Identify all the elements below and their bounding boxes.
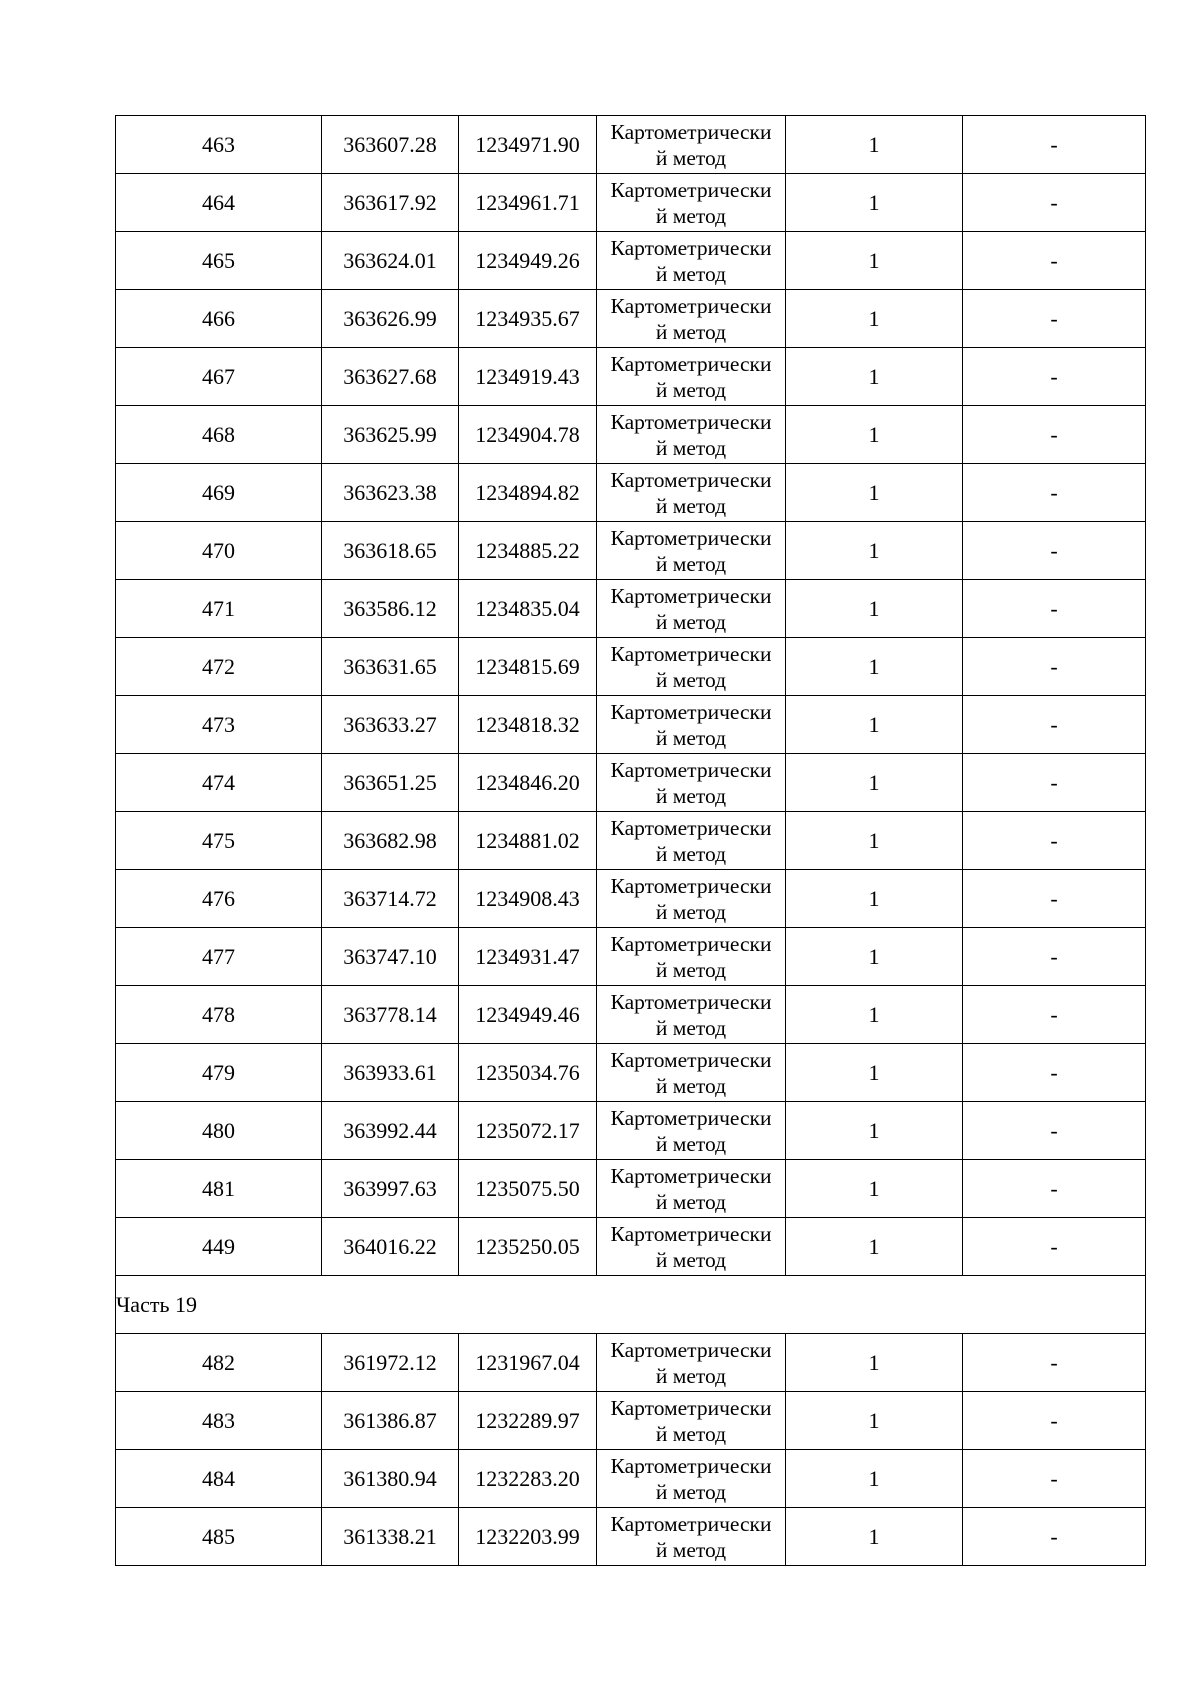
note-cell: - xyxy=(963,1102,1146,1160)
method-cell xyxy=(597,928,786,986)
method-line-1: Картометрически xyxy=(610,525,772,550)
point-number-cell: 475 xyxy=(116,812,322,870)
method-line-1: Картометрически xyxy=(610,1105,772,1130)
y-coordinate-cell: 1232203.99 xyxy=(459,1508,597,1566)
point-number-cell: 466 xyxy=(116,290,322,348)
section-heading: Часть 19 xyxy=(116,1276,1146,1334)
method-cell xyxy=(597,348,786,406)
x-coordinate-cell: 363778.14 xyxy=(322,986,459,1044)
point-number-cell: 468 xyxy=(116,406,322,464)
x-coordinate-cell: 363682.98 xyxy=(322,812,459,870)
x-coordinate-cell: 363633.27 xyxy=(322,696,459,754)
accuracy-cell: 1 xyxy=(786,406,963,464)
point-number-cell: 471 xyxy=(116,580,322,638)
y-coordinate-cell: 1234908.43 xyxy=(459,870,597,928)
point-number-cell: 484 xyxy=(116,1450,322,1508)
method-cell xyxy=(597,406,786,464)
accuracy-cell: 1 xyxy=(786,1334,963,1392)
y-coordinate-cell: 1235075.50 xyxy=(459,1160,597,1218)
method-line-2: й метод xyxy=(655,1479,727,1504)
y-coordinate-cell: 1231967.04 xyxy=(459,1334,597,1392)
note-cell: - xyxy=(963,174,1146,232)
method-line-2: й метод xyxy=(655,1189,727,1214)
method-line-1: Картометрически xyxy=(610,177,772,202)
method-line-2: й метод xyxy=(655,1131,727,1156)
accuracy-cell: 1 xyxy=(786,174,963,232)
method-cell xyxy=(597,1392,786,1450)
table-row xyxy=(116,406,1146,464)
x-coordinate-cell: 361338.21 xyxy=(322,1508,459,1566)
method-line-2: й метод xyxy=(655,725,727,750)
method-line-2: й метод xyxy=(655,609,727,634)
accuracy-cell: 1 xyxy=(786,290,963,348)
method-cell xyxy=(597,1102,786,1160)
method-cell xyxy=(597,812,786,870)
method-line-1: Картометрически xyxy=(610,235,772,260)
table-row xyxy=(116,1102,1146,1160)
method-line-2: й метод xyxy=(655,1537,727,1562)
method-cell xyxy=(597,1334,786,1392)
accuracy-cell: 1 xyxy=(786,232,963,290)
point-number-cell: 464 xyxy=(116,174,322,232)
table-row xyxy=(116,1334,1146,1392)
method-line-1: Картометрически xyxy=(610,583,772,608)
method-line-1: Картометрически xyxy=(610,351,772,376)
table-row xyxy=(116,232,1146,290)
method-line-2: й метод xyxy=(655,1247,727,1272)
method-line-2: й метод xyxy=(655,319,727,344)
note-cell: - xyxy=(963,464,1146,522)
accuracy-cell: 1 xyxy=(786,754,963,812)
note-cell: - xyxy=(963,1218,1146,1276)
method-line-1: Картометрически xyxy=(610,409,772,434)
x-coordinate-cell: 363623.38 xyxy=(322,464,459,522)
note-cell: - xyxy=(963,348,1146,406)
method-line-1: Картометрически xyxy=(610,467,772,492)
method-line-1: Картометрически xyxy=(610,1395,772,1420)
accuracy-cell: 1 xyxy=(786,1044,963,1102)
method-line-2: й метод xyxy=(655,667,727,692)
y-coordinate-cell: 1234961.71 xyxy=(459,174,597,232)
y-coordinate-cell: 1234894.82 xyxy=(459,464,597,522)
table-row xyxy=(116,464,1146,522)
note-cell: - xyxy=(963,232,1146,290)
point-number-cell: 483 xyxy=(116,1392,322,1450)
point-number-cell: 465 xyxy=(116,232,322,290)
point-number-cell: 472 xyxy=(116,638,322,696)
table-row xyxy=(116,870,1146,928)
table-row xyxy=(116,174,1146,232)
y-coordinate-cell: 1234881.02 xyxy=(459,812,597,870)
note-cell: - xyxy=(963,1450,1146,1508)
x-coordinate-cell: 363997.63 xyxy=(322,1160,459,1218)
table-row xyxy=(116,638,1146,696)
method-line-2: й метод xyxy=(655,1363,727,1388)
method-cell xyxy=(597,522,786,580)
method-cell xyxy=(597,580,786,638)
accuracy-cell: 1 xyxy=(786,1218,963,1276)
note-cell: - xyxy=(963,116,1146,174)
method-line-1: Картометрически xyxy=(610,931,772,956)
accuracy-cell: 1 xyxy=(786,1450,963,1508)
method-line-1: Картометрически xyxy=(610,1221,772,1246)
x-coordinate-cell: 364016.22 xyxy=(322,1218,459,1276)
table-row xyxy=(116,1218,1146,1276)
method-line-1: Картометрически xyxy=(610,757,772,782)
accuracy-cell: 1 xyxy=(786,638,963,696)
accuracy-cell: 1 xyxy=(786,116,963,174)
point-number-cell: 473 xyxy=(116,696,322,754)
x-coordinate-cell: 363607.28 xyxy=(322,116,459,174)
method-cell xyxy=(597,1044,786,1102)
y-coordinate-cell: 1235250.05 xyxy=(459,1218,597,1276)
method-cell xyxy=(597,116,786,174)
x-coordinate-cell: 363714.72 xyxy=(322,870,459,928)
note-cell: - xyxy=(963,580,1146,638)
note-cell: - xyxy=(963,1508,1146,1566)
method-line-1: Картометрически xyxy=(610,1453,772,1478)
method-line-1: Картометрически xyxy=(610,119,772,144)
x-coordinate-cell: 363992.44 xyxy=(322,1102,459,1160)
method-line-1: Картометрически xyxy=(610,1047,772,1072)
accuracy-cell: 1 xyxy=(786,1160,963,1218)
y-coordinate-cell: 1234818.32 xyxy=(459,696,597,754)
accuracy-cell: 1 xyxy=(786,928,963,986)
method-line-2: й метод xyxy=(655,261,727,286)
method-line-1: Картометрически xyxy=(610,1163,772,1188)
method-line-2: й метод xyxy=(655,957,727,982)
x-coordinate-cell: 363617.92 xyxy=(322,174,459,232)
table-row xyxy=(116,580,1146,638)
point-number-cell: 474 xyxy=(116,754,322,812)
x-coordinate-cell: 363631.65 xyxy=(322,638,459,696)
note-cell: - xyxy=(963,696,1146,754)
x-coordinate-cell: 361972.12 xyxy=(322,1334,459,1392)
x-coordinate-cell: 361380.94 xyxy=(322,1450,459,1508)
method-line-1: Картометрически xyxy=(610,1511,772,1536)
note-cell: - xyxy=(963,754,1146,812)
accuracy-cell: 1 xyxy=(786,986,963,1044)
note-cell: - xyxy=(963,522,1146,580)
x-coordinate-cell: 363627.68 xyxy=(322,348,459,406)
point-number-cell: 478 xyxy=(116,986,322,1044)
method-cell xyxy=(597,696,786,754)
note-cell: - xyxy=(963,870,1146,928)
method-line-1: Картометрически xyxy=(610,641,772,666)
method-cell xyxy=(597,1450,786,1508)
point-number-cell: 485 xyxy=(116,1508,322,1566)
accuracy-cell: 1 xyxy=(786,1392,963,1450)
method-line-1: Картометрически xyxy=(610,1337,772,1362)
table-row xyxy=(116,1508,1146,1566)
method-cell xyxy=(597,638,786,696)
table-row xyxy=(116,1044,1146,1102)
point-number-cell: 469 xyxy=(116,464,322,522)
coordinates-table-body xyxy=(116,116,1146,1566)
point-number-cell: 463 xyxy=(116,116,322,174)
accuracy-cell: 1 xyxy=(786,812,963,870)
y-coordinate-cell: 1234935.67 xyxy=(459,290,597,348)
note-cell: - xyxy=(963,1334,1146,1392)
method-line-2: й метод xyxy=(655,841,727,866)
y-coordinate-cell: 1232289.97 xyxy=(459,1392,597,1450)
accuracy-cell: 1 xyxy=(786,696,963,754)
y-coordinate-cell: 1235072.17 xyxy=(459,1102,597,1160)
method-cell xyxy=(597,754,786,812)
note-cell: - xyxy=(963,290,1146,348)
table-row xyxy=(116,1160,1146,1218)
point-number-cell: 476 xyxy=(116,870,322,928)
note-cell: - xyxy=(963,638,1146,696)
note-cell: - xyxy=(963,1044,1146,1102)
method-line-2: й метод xyxy=(655,783,727,808)
note-cell: - xyxy=(963,986,1146,1044)
method-line-1: Картометрически xyxy=(610,699,772,724)
y-coordinate-cell: 1234885.22 xyxy=(459,522,597,580)
note-cell: - xyxy=(963,1392,1146,1450)
accuracy-cell: 1 xyxy=(786,580,963,638)
method-cell xyxy=(597,1508,786,1566)
y-coordinate-cell: 1234904.78 xyxy=(459,406,597,464)
y-coordinate-cell: 1234949.46 xyxy=(459,986,597,1044)
method-line-2: й метод xyxy=(655,551,727,576)
method-line-1: Картометрически xyxy=(610,815,772,840)
method-cell xyxy=(597,1218,786,1276)
table-row xyxy=(116,1392,1146,1450)
point-number-cell: 480 xyxy=(116,1102,322,1160)
y-coordinate-cell: 1232283.20 xyxy=(459,1450,597,1508)
x-coordinate-cell: 363586.12 xyxy=(322,580,459,638)
method-line-1: Картометрически xyxy=(610,873,772,898)
x-coordinate-cell: 363625.99 xyxy=(322,406,459,464)
method-line-1: Картометрически xyxy=(610,989,772,1014)
method-line-1: Картометрически xyxy=(610,293,772,318)
accuracy-cell: 1 xyxy=(786,870,963,928)
method-line-2: й метод xyxy=(655,493,727,518)
x-coordinate-cell: 363933.61 xyxy=(322,1044,459,1102)
method-line-2: й метод xyxy=(655,435,727,460)
point-number-cell: 470 xyxy=(116,522,322,580)
method-cell xyxy=(597,1160,786,1218)
point-number-cell: 477 xyxy=(116,928,322,986)
accuracy-cell: 1 xyxy=(786,1102,963,1160)
method-line-2: й метод xyxy=(655,203,727,228)
method-cell xyxy=(597,986,786,1044)
point-number-cell: 449 xyxy=(116,1218,322,1276)
method-cell xyxy=(597,464,786,522)
table-row xyxy=(116,696,1146,754)
point-number-cell: 482 xyxy=(116,1334,322,1392)
table-row xyxy=(116,928,1146,986)
method-cell xyxy=(597,174,786,232)
table-row xyxy=(116,1450,1146,1508)
method-line-2: й метод xyxy=(655,899,727,924)
method-line-2: й метод xyxy=(655,145,727,170)
table-row xyxy=(116,116,1146,174)
section-heading-row xyxy=(116,1276,1146,1334)
y-coordinate-cell: 1235034.76 xyxy=(459,1044,597,1102)
method-cell xyxy=(597,290,786,348)
accuracy-cell: 1 xyxy=(786,348,963,406)
accuracy-cell: 1 xyxy=(786,1508,963,1566)
note-cell: - xyxy=(963,812,1146,870)
y-coordinate-cell: 1234919.43 xyxy=(459,348,597,406)
x-coordinate-cell: 363618.65 xyxy=(322,522,459,580)
method-line-2: й метод xyxy=(655,1015,727,1040)
method-cell xyxy=(597,232,786,290)
accuracy-cell: 1 xyxy=(786,522,963,580)
x-coordinate-cell: 363626.99 xyxy=(322,290,459,348)
table-row xyxy=(116,290,1146,348)
y-coordinate-cell: 1234971.90 xyxy=(459,116,597,174)
x-coordinate-cell: 363624.01 xyxy=(322,232,459,290)
table-row xyxy=(116,522,1146,580)
coordinates-table xyxy=(115,115,1146,1566)
table-row xyxy=(116,986,1146,1044)
accuracy-cell: 1 xyxy=(786,464,963,522)
y-coordinate-cell: 1234931.47 xyxy=(459,928,597,986)
point-number-cell: 479 xyxy=(116,1044,322,1102)
table-row xyxy=(116,348,1146,406)
point-number-cell: 467 xyxy=(116,348,322,406)
point-number-cell: 481 xyxy=(116,1160,322,1218)
method-line-2: й метод xyxy=(655,377,727,402)
x-coordinate-cell: 361386.87 xyxy=(322,1392,459,1450)
y-coordinate-cell: 1234815.69 xyxy=(459,638,597,696)
method-line-2: й метод xyxy=(655,1421,727,1446)
note-cell: - xyxy=(963,1160,1146,1218)
table-row xyxy=(116,754,1146,812)
note-cell: - xyxy=(963,406,1146,464)
y-coordinate-cell: 1234949.26 xyxy=(459,232,597,290)
table-row xyxy=(116,812,1146,870)
y-coordinate-cell: 1234835.04 xyxy=(459,580,597,638)
method-cell xyxy=(597,870,786,928)
method-line-2: й метод xyxy=(655,1073,727,1098)
x-coordinate-cell: 363651.25 xyxy=(322,754,459,812)
y-coordinate-cell: 1234846.20 xyxy=(459,754,597,812)
x-coordinate-cell: 363747.10 xyxy=(322,928,459,986)
note-cell: - xyxy=(963,928,1146,986)
